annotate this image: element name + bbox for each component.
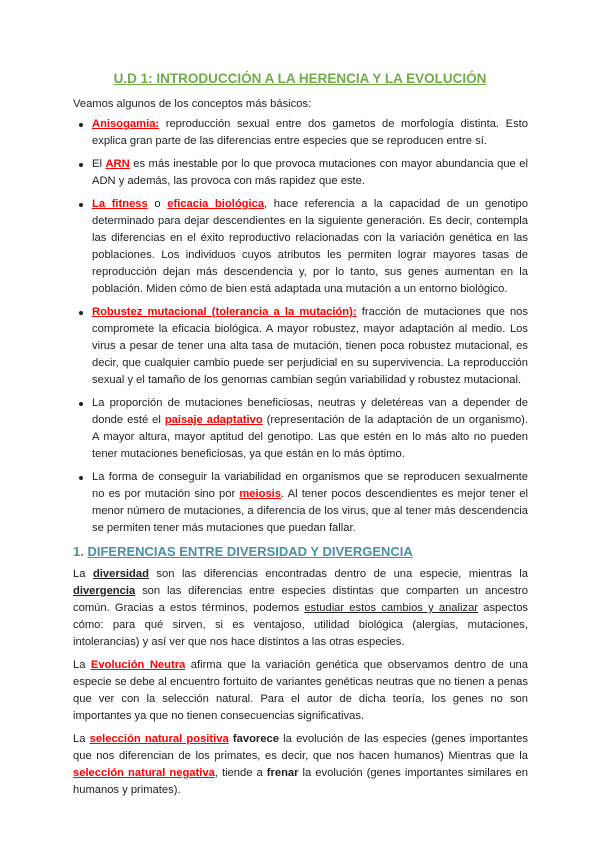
concept-list — [73, 116, 528, 537]
underlined-text: estudiar estos cambios y analizar — [304, 602, 479, 614]
text-segment: son las diferencias entre especies distintas que comparten un ancestro común. Gracias a estos términos, podemos — [73, 585, 528, 614]
section-heading — [73, 543, 528, 561]
highlighted-term: paisaje adaptativo — [164, 414, 263, 426]
text-segment: , hace referencia a la capacidad de un genotipo determinado para dejar descendientes en la siguiente generación. Es decir, contempla las diferencias en el éxito reproductivo relacionadas con la variación genética en las poblaciones. Los individuos cuyos atributos les permiten lograr mayores tasas de reproducción dejan más descendencia y, por lo tanto, sus genes aumentan en la población. Miden cómo de bien está adaptada una mutación a un entorno biológico. — [92, 198, 528, 295]
text-segment: La proporción de mutaciones beneficiosas, neutras y deletéreas van a depender de donde esté el — [92, 397, 528, 426]
paragraph — [73, 566, 528, 651]
list-item — [73, 116, 528, 150]
bold-text: favorece — [232, 733, 279, 745]
text-segment: es más inestable por lo que provoca mutaciones con mayor abundancia que el ADN y además, las provoca con más rapidez que este. — [92, 158, 528, 187]
section-title: DIFERENCIAS ENTRE DIVERSIDAD Y DIVERGENCIA — [87, 544, 413, 559]
bold-underlined-term: divergencia — [73, 585, 136, 597]
text-segment: fracción de mutaciones que nos compromete la eficacia biológica. A mayor robustez, mayor adaptación al medio. Los virus a pesar de tener una alta tasa de mutación, tienen poca robustez mutacional, es decir, que cualquier cambio puede ser perjudicial en su supervivencia. La reproducción sexual y el tamaño de los genomas cambian según variabilidad y robustez mutacional. — [92, 306, 529, 386]
text-segment: (representación de la adaptación de un organismo). A mayor altura, mayor aptitud del genotipo. Las que estén en lo más alto no pueden tener mutaciones beneficiosas, ya que están en lo más óptimo. — [92, 414, 528, 460]
section-body — [73, 566, 528, 799]
text-segment: , tiende a — [214, 767, 267, 779]
list-item — [73, 156, 528, 190]
list-item — [73, 304, 528, 389]
text-segment: La — [73, 659, 91, 671]
text-segment: o — [147, 198, 168, 210]
text-segment: aspectos cómo: para qué sirven, si es ventajoso, utilidad biológica (alergias, mutaciones, intolerancias) y así ver que nos hace distintos a las otras especies. — [73, 602, 529, 648]
text-segment: la evolución de las especies (genes importantes que nos diferencian de los primates, es decir, que nos hacen humanos) Mientras que la — [73, 733, 528, 762]
paragraph — [73, 731, 528, 799]
intro-text: Veamos algunos de los conceptos más básicos: — [73, 98, 312, 110]
paragraph — [73, 657, 528, 725]
list-item — [73, 469, 528, 537]
highlighted-term: selección natural negativa — [73, 767, 215, 779]
highlighted-term: La fitness — [92, 198, 148, 210]
text-segment: El — [92, 158, 106, 170]
text-segment: la evolución (genes importantes similares en humanos y primates). — [73, 767, 529, 796]
document-title: U.D 1: INTRODUCCIÓN A LA HERENCIA Y LA EVOLUCIÓN — [113, 71, 487, 86]
highlighted-term: meiosis — [239, 488, 281, 500]
text-segment: son las diferencias encontradas dentro de una especie, mientras la — [148, 568, 528, 580]
highlighted-term: selección natural positiva — [89, 733, 229, 745]
highlighted-term: eficacia biológica — [167, 198, 265, 210]
text-segment: reproducción sexual entre dos gametos de morfología distinta. Esto explica gran parte de las diferencias entre especies que se reproducen entre sí. — [92, 118, 528, 147]
text-segment: La — [73, 568, 93, 580]
highlighted-term: Robustez mutacional (tolerancia a la mutación): — [92, 306, 357, 318]
bold-text: frenar — [266, 767, 299, 779]
highlighted-term: Evolución Neutra — [90, 659, 186, 671]
text-segment: La — [73, 733, 90, 745]
highlighted-term: Anisogamia: — [92, 118, 160, 130]
text-segment: afirma que la variación genética que observamos dentro de una especie se debe al encuentro fortuito de variantes genéticas neutras que no tienen a penas que ver con la selección natural. Para el autor de dicha teoría, los genes no son importantes ya que no tienen consecuencias significativas. — [73, 659, 528, 722]
bold-underlined-term: diversidad — [92, 568, 149, 580]
text-segment: . Al tener pocos descendientes es mejor tener el menor número de mutaciones, a diferencia de los virus, que al tener más descendencia se permiten tener más mutaciones que puedan fallar. — [92, 488, 529, 534]
section-number: 1. — [73, 544, 88, 559]
list-item — [73, 196, 528, 298]
list-item — [73, 395, 528, 463]
highlighted-term: ARN — [105, 158, 130, 170]
text-segment: La forma de conseguir la variabilidad en organismos que se reproducen sexualmente no es por mutación sino por — [92, 471, 528, 500]
